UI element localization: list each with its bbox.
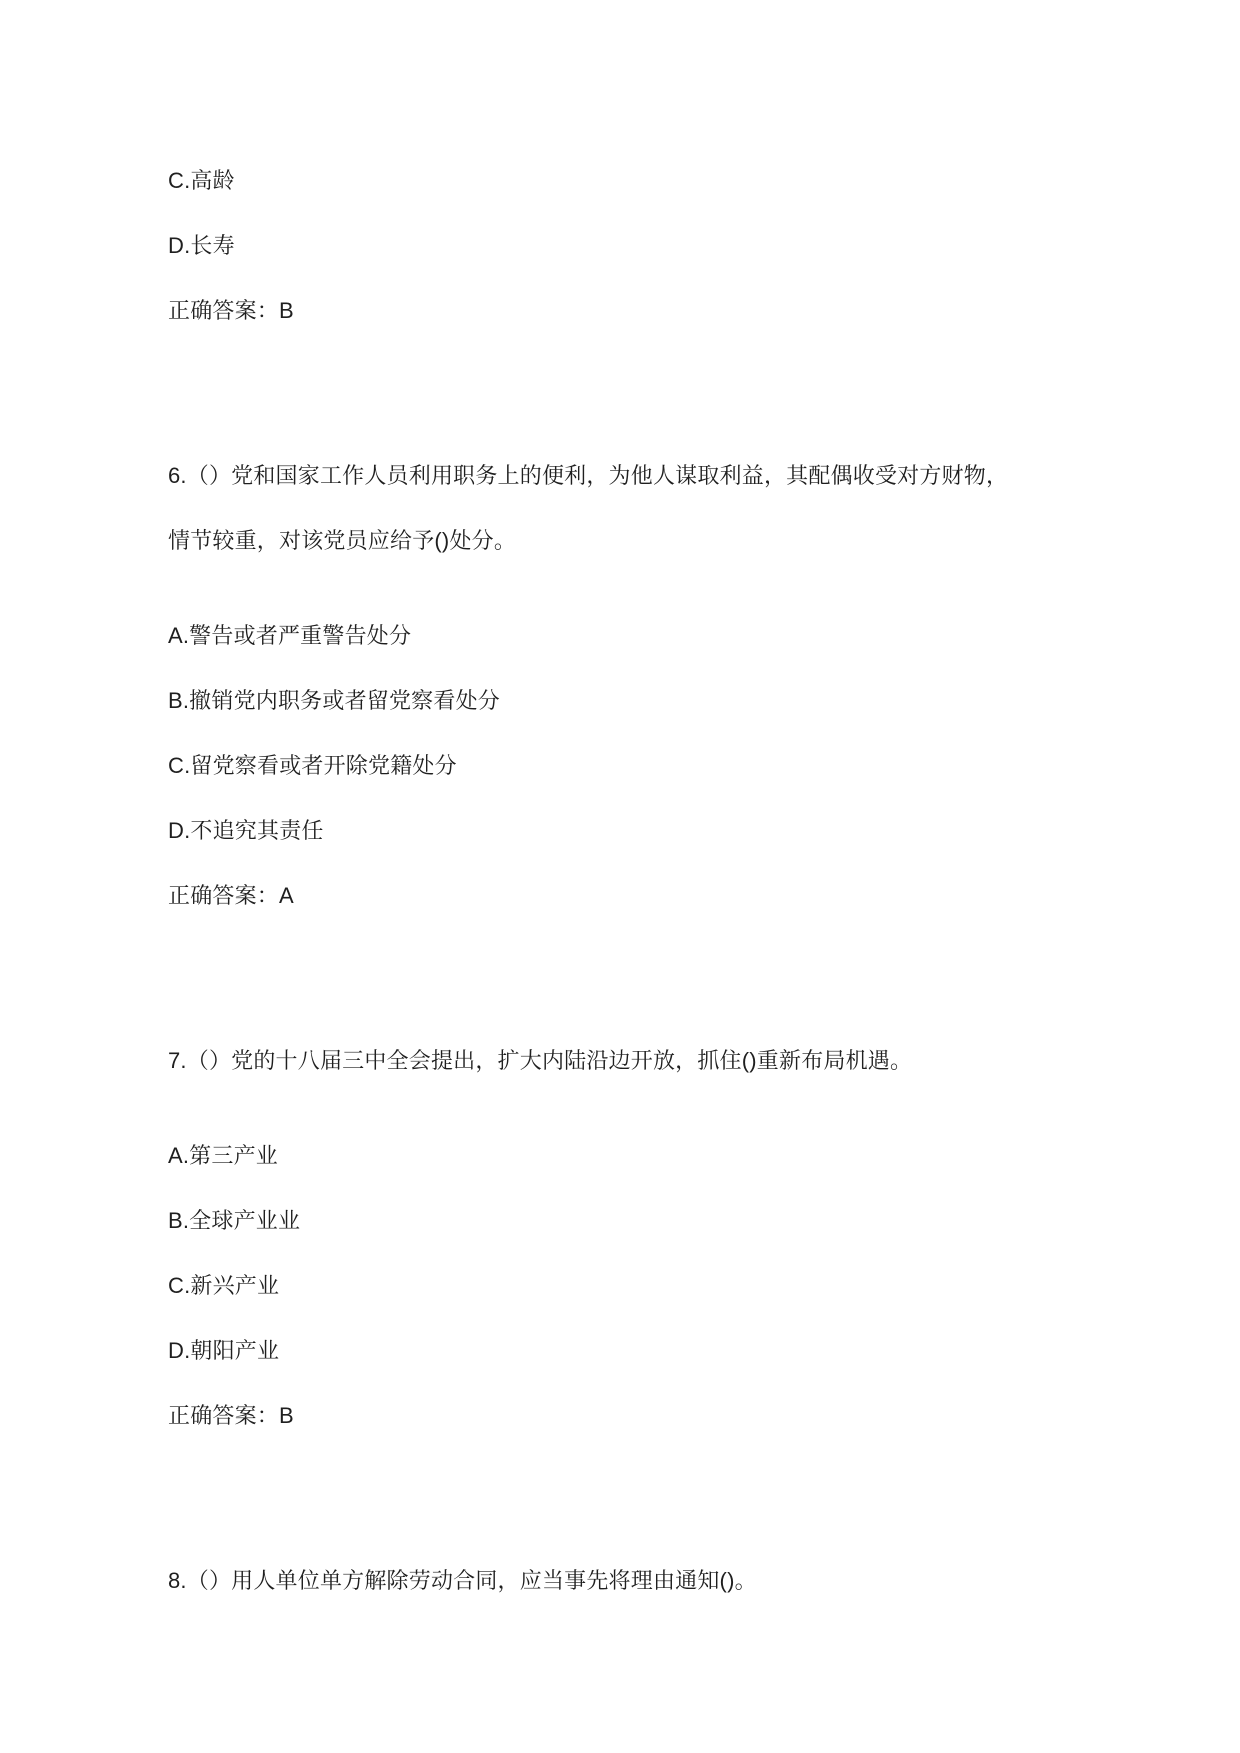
question-7-text: 7.（）党的十八届三中全会提出，扩大内陆沿边开放，抓住()重新布局机遇。: [168, 1048, 913, 1073]
carryover-option-c: C.高龄: [168, 168, 235, 193]
question-7-answer: 正确答案：B: [168, 1403, 294, 1428]
question-6-option-c: C.留党察看或者开除党籍处分: [168, 753, 457, 778]
question-8-text: 8.（）用人单位单方解除劳动合同，应当事先将理由通知()。: [168, 1568, 757, 1593]
question-7-option-b: B.全球产业业: [168, 1208, 301, 1233]
question-7-option-d: D.朝阳产业: [168, 1338, 280, 1363]
question-6-text-line2: 情节较重，对该党员应给予()处分。: [168, 528, 517, 553]
question-6-option-a: A.警告或者严重警告处分: [168, 623, 412, 648]
question-6-option-b: B.撤销党内职务或者留党察看处分: [168, 688, 500, 713]
question-7-option-a: A.第三产业: [168, 1143, 278, 1168]
question-7-option-c: C.新兴产业: [168, 1273, 280, 1298]
question-6-answer: 正确答案：A: [168, 883, 294, 908]
carryover-answer: 正确答案：B: [168, 298, 294, 323]
question-6-text-line1: 6.（）党和国家工作人员利用职务上的便利，为他人谋取利益，其配偶收受对方财物，: [168, 463, 1009, 488]
carryover-option-d: D.长寿: [168, 233, 235, 258]
question-6-option-d: D.不追究其责任: [168, 818, 324, 843]
